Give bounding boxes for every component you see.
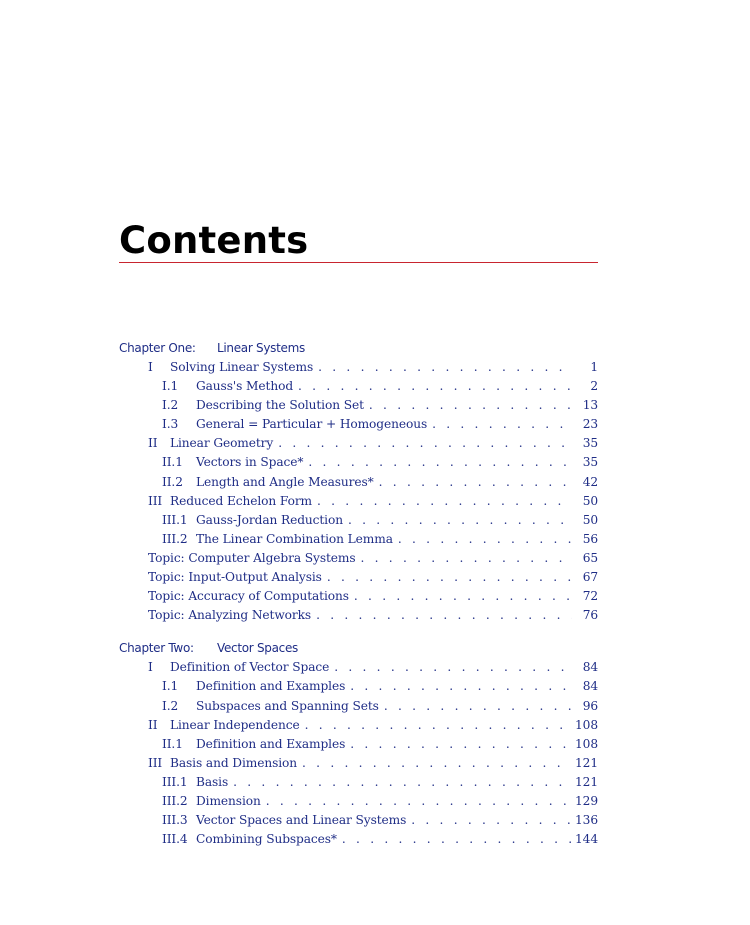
entry-number: I: [148, 660, 153, 675]
dot-leader: [340, 830, 572, 849]
toc-entry[interactable]: [119, 434, 598, 453]
toc-entry[interactable]: [119, 396, 598, 415]
entry-page-number: 136: [575, 813, 598, 828]
toc-entry[interactable]: [119, 473, 598, 492]
dot-leader: [409, 811, 572, 830]
entry-title: Topic: Analyzing Networks: [148, 608, 312, 623]
entry-title: Gauss's Method: [196, 379, 294, 394]
entry-page-number: 121: [575, 774, 598, 789]
toc-entry[interactable]: [119, 697, 598, 716]
toc-entry[interactable]: [119, 358, 598, 377]
dot-leader: [314, 606, 572, 625]
dot-leader: [348, 735, 572, 754]
entry-page-number: 13: [582, 398, 598, 413]
toc-entry[interactable]: [119, 606, 598, 625]
chapter-heading[interactable]: [119, 339, 598, 358]
dot-leader: [306, 453, 572, 472]
entry-title: Definition and Examples: [196, 736, 346, 751]
dot-leader: [396, 530, 572, 549]
entry-page-number: 35: [582, 436, 598, 451]
dot-leader: [231, 773, 572, 792]
table-of-contents: [119, 339, 598, 849]
entry-title: Definition of Vector Space: [170, 660, 330, 675]
entry-title: Basis and Dimension: [170, 755, 298, 770]
entry-page-number: 84: [582, 679, 598, 694]
toc-entry[interactable]: [119, 792, 598, 811]
entry-title: The Linear Combination Lemma: [196, 531, 393, 546]
entry-page-number: 108: [575, 717, 598, 732]
chapter-number: Chapter Two:: [119, 641, 194, 656]
entry-page-number: 50: [582, 512, 598, 527]
dot-leader: [303, 716, 572, 735]
entry-number: III.2: [162, 793, 188, 808]
entry-page-number: 108: [575, 736, 598, 751]
dot-leader: [382, 697, 572, 716]
toc-entry[interactable]: [119, 530, 598, 549]
chapter-number: Chapter One:: [119, 341, 196, 355]
toc-entry[interactable]: [119, 377, 598, 396]
entry-page-number: 1: [590, 360, 598, 374]
entry-number: I.3: [162, 417, 179, 432]
dot-leader: [367, 396, 572, 415]
dot-leader: [352, 587, 572, 606]
entry-title: Describing the Solution Set: [196, 398, 364, 413]
entry-number: III.2: [162, 531, 188, 546]
entry-number: I.1: [162, 379, 179, 394]
entry-title: Solving Linear Systems: [170, 360, 314, 374]
toc-entry[interactable]: [119, 677, 598, 696]
entry-title: Vectors in Space*: [196, 455, 304, 470]
entry-title: Subspaces and Spanning Sets: [196, 698, 379, 713]
dot-leader: [332, 658, 572, 677]
toc-entry[interactable]: [119, 453, 598, 472]
entry-page-number: 129: [575, 793, 598, 808]
entry-number: II: [148, 436, 158, 451]
entry-title: Gauss-Jordan Reduction: [196, 512, 343, 527]
toc-entry[interactable]: [119, 492, 598, 511]
entry-title: Topic: Input-Output Analysis: [148, 570, 322, 585]
entry-title: Topic: Accuracy of Computations: [148, 589, 349, 604]
chapter-heading[interactable]: [119, 639, 598, 658]
entry-page-number: 96: [582, 698, 598, 713]
dot-leader: [316, 358, 572, 377]
chapter-title: Vector Spaces: [217, 641, 298, 656]
entry-page-number: 35: [582, 455, 598, 470]
entry-number: III.3: [162, 813, 188, 828]
toc-entry[interactable]: [119, 511, 598, 530]
toc-entry[interactable]: [119, 811, 598, 830]
entry-page-number: 121: [575, 755, 598, 770]
entry-title: Definition and Examples: [196, 679, 346, 694]
entry-number: III: [148, 493, 163, 508]
dot-leader: [325, 568, 572, 587]
dot-leader: [315, 492, 572, 511]
entry-page-number: 65: [582, 550, 598, 565]
dot-leader: [346, 511, 572, 530]
entry-page-number: 84: [582, 660, 598, 675]
entry-page-number: 144: [575, 832, 598, 847]
title-rule: [119, 262, 598, 263]
entry-page-number: 76: [582, 608, 598, 623]
entry-page-number: 23: [582, 417, 598, 432]
entry-number: I: [148, 360, 153, 374]
dot-leader: [348, 677, 572, 696]
toc-entry[interactable]: [119, 587, 598, 606]
entry-page-number: 42: [582, 474, 598, 489]
dot-leader: [359, 549, 573, 568]
entry-number: III: [148, 755, 163, 770]
chapter-gap: [119, 625, 598, 639]
toc-entry[interactable]: [119, 716, 598, 735]
entry-title: Basis: [196, 774, 229, 789]
entry-number: II: [148, 717, 158, 732]
dot-leader: [377, 473, 572, 492]
toc-entry[interactable]: [119, 568, 598, 587]
entry-title: Linear Geometry: [170, 436, 274, 451]
entry-page-number: 56: [582, 531, 598, 546]
dot-leader: [296, 377, 572, 396]
chapter-title: Linear Systems: [217, 341, 305, 355]
entry-title: General = Particular + Homogeneous: [196, 417, 428, 432]
entry-title: Reduced Echelon Form: [170, 493, 313, 508]
toc-entry[interactable]: [119, 754, 598, 773]
toc-entry[interactable]: [119, 415, 598, 434]
entry-title: Length and Angle Measures*: [196, 474, 374, 489]
entry-number: I.2: [162, 398, 179, 413]
entry-number: III.1: [162, 512, 188, 527]
entry-number: II.1: [162, 455, 183, 470]
entry-title: Linear Independence: [170, 717, 300, 732]
entry-number: III.4: [162, 832, 188, 847]
entry-title: Topic: Computer Algebra Systems: [148, 550, 356, 565]
toc-entry[interactable]: [119, 735, 598, 754]
entry-title: Vector Spaces and Linear Systems: [196, 813, 407, 828]
toc-entry[interactable]: [119, 658, 598, 677]
entry-title: Dimension: [196, 793, 261, 808]
dot-leader: [300, 754, 572, 773]
entry-number: I.1: [162, 679, 179, 694]
entry-page-number: 2: [590, 379, 598, 394]
dot-leader: [264, 792, 572, 811]
entry-number: III.1: [162, 774, 188, 789]
entry-number: II.2: [162, 474, 183, 489]
dot-leader: [276, 434, 572, 453]
entry-title: Combining Subspaces*: [196, 832, 337, 847]
toc-entry[interactable]: [119, 773, 598, 792]
entry-number: II.1: [162, 736, 183, 751]
entry-page-number: 67: [582, 570, 598, 585]
entry-page-number: 72: [582, 589, 598, 604]
entry-number: I.2: [162, 698, 179, 713]
entry-page-number: 50: [582, 493, 598, 508]
toc-entry[interactable]: [119, 830, 598, 849]
toc-entry[interactable]: [119, 549, 598, 568]
page-title: Contents: [119, 219, 309, 262]
dot-leader: [430, 415, 572, 434]
